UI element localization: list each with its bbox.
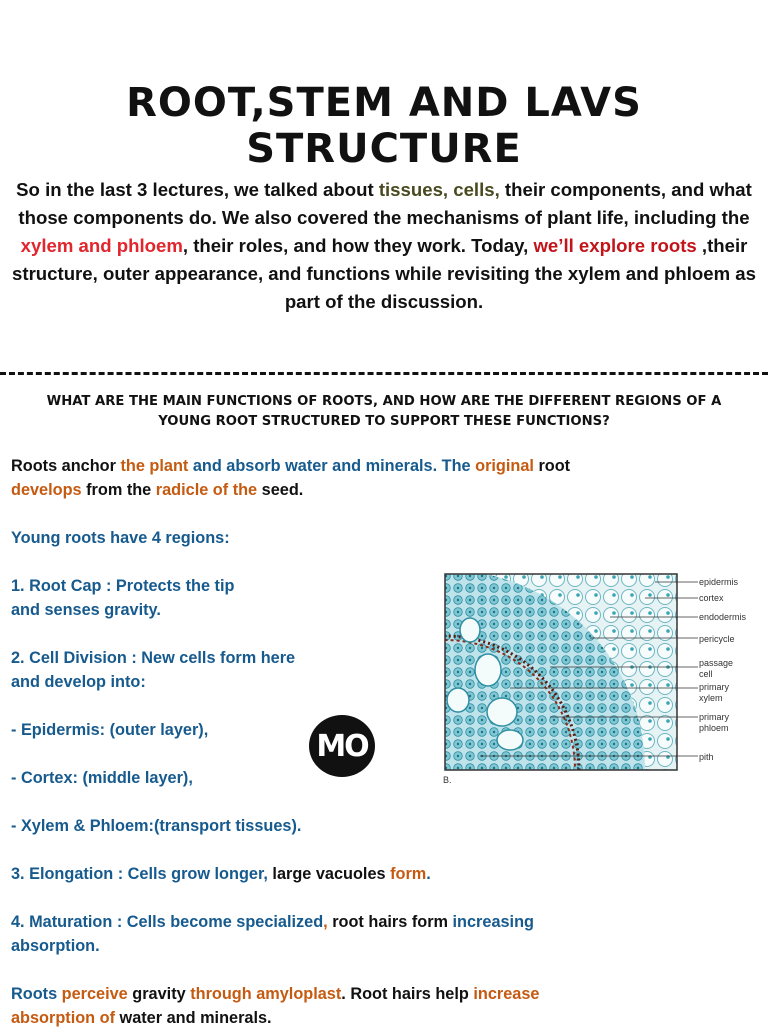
label-pith: pith: [699, 752, 714, 762]
regions-heading: Young roots have 4 regions:: [11, 529, 230, 547]
bullet-cortex: - Cortex: (middle layer),: [11, 769, 193, 787]
label-cell: cell: [699, 669, 713, 679]
text: develops: [11, 481, 82, 499]
label-passage: passage: [699, 658, 734, 668]
text: the plant: [120, 457, 189, 475]
region-elongation: [11, 862, 756, 886]
text: . Root hairs help: [341, 985, 474, 1003]
intro-text: their components, and what those components do. We also covered the mechanisms of plant life, including the: [18, 179, 752, 228]
anchor-paragraph: [11, 454, 756, 502]
text: through amyloplast: [190, 985, 342, 1003]
intro-highlight-xylem: xylem and phloem: [20, 235, 183, 256]
final-paragraph: [11, 982, 756, 1030]
label-cortex: cortex: [699, 593, 724, 603]
label-primary-phloem-2: phloem: [699, 723, 729, 733]
label-primary-phloem-1: primary: [699, 712, 730, 722]
text: absorption of: [11, 1009, 116, 1027]
text: 4. Maturation : Cells become specialized: [11, 913, 324, 931]
text: absorption.: [11, 937, 100, 955]
intro-text: , their roles, and how they work. Today,: [182, 235, 534, 256]
text: 3. Elongation : Cells grow longer,: [11, 865, 268, 883]
text: increase: [473, 985, 540, 1003]
label-primary-xylem-1: primary: [699, 682, 730, 692]
bullet-xylem-phloem: - Xylem & Phloem:(transport tissues).: [11, 817, 302, 835]
intro-highlight-explore: we’ll explore roots: [533, 235, 697, 256]
text: large vacuoles: [267, 865, 391, 883]
text: Roots: [11, 985, 62, 1003]
text: gravity: [127, 985, 191, 1003]
region-maturation: [11, 910, 756, 958]
mo-logo: MO: [309, 715, 375, 777]
text: ,: [323, 913, 328, 931]
text: root hairs form: [327, 913, 453, 931]
text: and absorb water and minerals. The: [188, 457, 476, 475]
intro-paragraph: [8, 176, 760, 316]
intro-text: So in the last 3 lectures, we talked about: [16, 179, 379, 200]
label-epidermis: epidermis: [699, 577, 739, 587]
text: water and minerals.: [115, 1009, 272, 1027]
text: from the: [81, 481, 156, 499]
label-endodermis: endodermis: [699, 612, 747, 622]
dashed-divider: [0, 372, 768, 375]
text: and develop into:: [11, 673, 146, 691]
root-cross-section-diagram: [440, 570, 760, 790]
label-pericycle: pericycle: [699, 634, 735, 644]
label-primary-xylem-2: xylem: [699, 693, 723, 703]
text: and senses gravity.: [11, 601, 161, 619]
figure-letter: B.: [443, 775, 452, 785]
text: perceive: [61, 985, 128, 1003]
intro-text: ,their structure, outer appearance, and functions while revisiting the xylem and phloem as part of the discussion.: [12, 235, 756, 312]
text: 1. Root Cap : Protects the tip: [11, 577, 235, 595]
text: Roots anchor: [11, 457, 121, 475]
text: original: [475, 457, 534, 475]
intro-highlight-tissues: tissues, cells,: [378, 179, 500, 200]
text: root: [533, 457, 571, 475]
text: seed.: [257, 481, 304, 499]
text: form: [390, 865, 427, 883]
page-title: ROOT,STEM AND LAVS STRUCTURE: [126, 80, 642, 172]
text: radicle of the: [155, 481, 258, 499]
text: increasing: [452, 913, 534, 931]
text: .: [426, 865, 431, 883]
text: 2. Cell Division : New cells form here: [11, 649, 296, 667]
bullet-epidermis: - Epidermis: (outer layer),: [11, 721, 209, 739]
section-question: WHAT ARE THE MAIN FUNCTIONS OF ROOTS, AND HOW ARE THE DIFFERENT REGIONS OF A YOUNG ROOT STRUCTURED TO SUPPORT THESE FUNCTIONS?: [46, 394, 722, 429]
